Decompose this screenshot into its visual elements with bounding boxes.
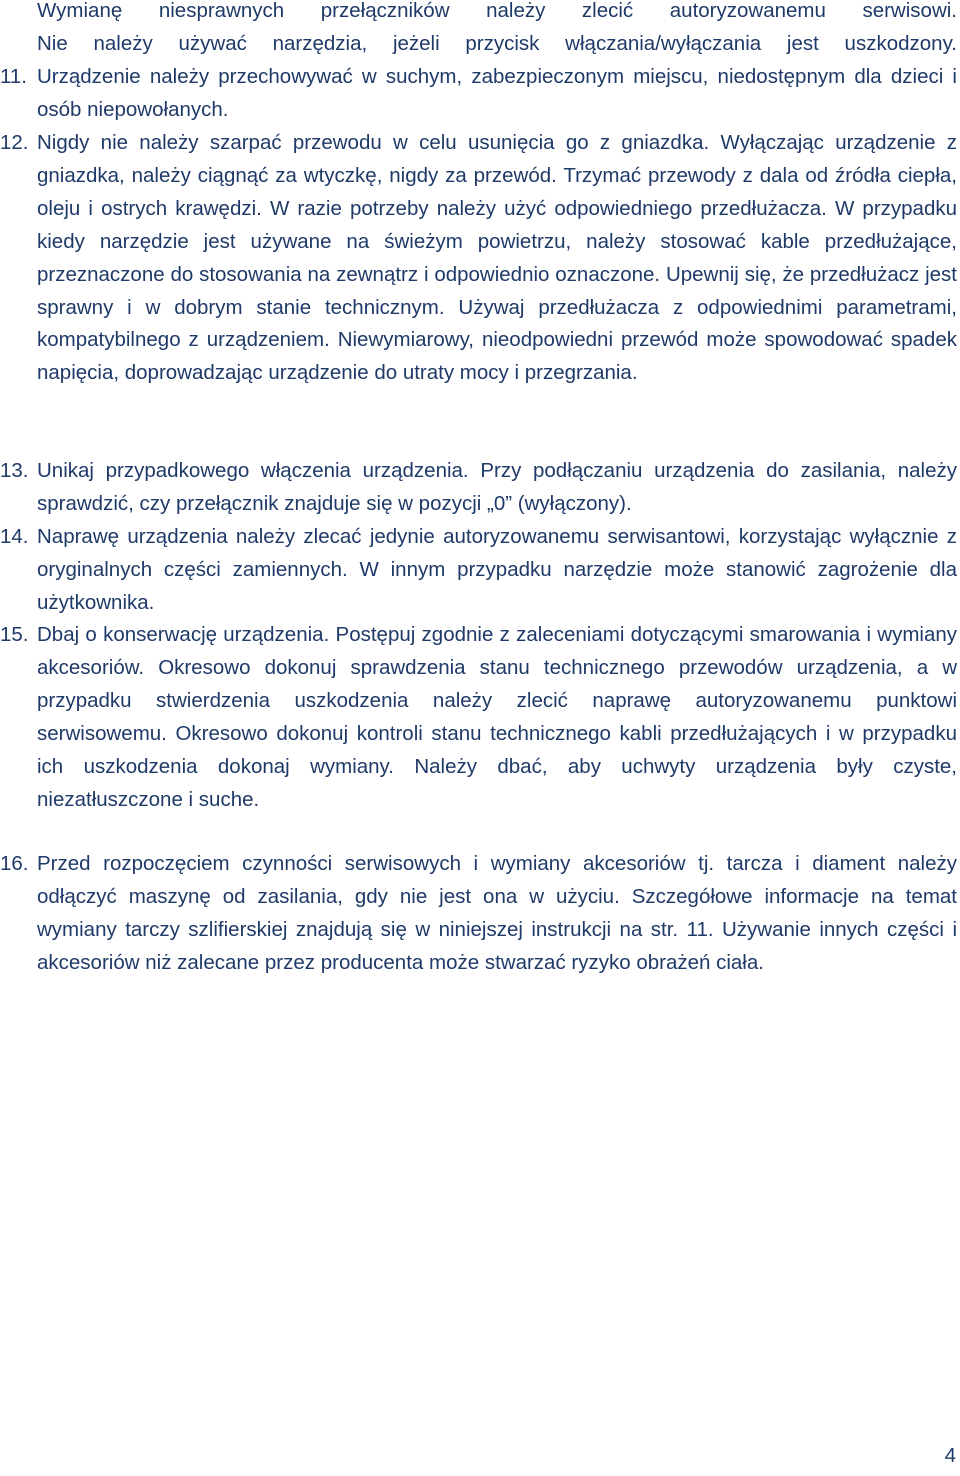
item-number: 14.: [0, 525, 29, 548]
item-text: Naprawę urządzenia należy zlecać jedynie autoryzowanemu serwisantowi, korzystając wyłącznie z oryginalnych części zamiennych. W innym przypadku narzędzie może stanowić zagrożenie dla użytkownika.: [37, 525, 957, 614]
intro-line-1: Wymianę niesprawnych przełączników należy zlecić autoryzowanemu serwisowi.: [37, 0, 957, 22]
item-number: 16.: [0, 852, 29, 875]
item-text: Nigdy nie należy szarpać przewodu w celu usunięcia go z gniazdka. Wyłączając urządzenie z gniazdka, należy ciągnąć za wtyczkę, nigdy za przewód. Trzymać przewody z dala od źródła ciepła, oleju i ostrych krawędzi. W razie potrzeby należy użyć odpowiedniego przedłużacza. W przypadku kiedy narzędzie jest używane na świeżym powietrzu, należy stosować kable przedłużające, przeznaczone do stosowania na zewnątrz i odpowiednio oznaczone. Upewnij się, że przedłużacz jest sprawny i w dobrym stanie technicznym. Używaj przedłużacza z odpowiednimi parametrami, kompatybilnego z urządzeniem. Niewymiarowy, nieodpowiedni przewód może spowodować spadek napięcia, doprowadzając urządzenie do utraty mocy i przegrzania.: [37, 131, 957, 385]
intro-line-2: Nie należy używać narzędzia, jeżeli przycisk włączania/wyłączania jest uszkodzony.: [37, 31, 957, 55]
item-number: 13.: [0, 459, 29, 482]
item-text: Dbaj o konserwację urządzenia. Postępuj zgodnie z zaleceniami dotyczącymi smarowania i wymiany akcesoriów. Okresowo dokonuj sprawdzenia stanu technicznego przewodów urządzenia, a w przypadku stwierdzenia uszkodzenia należy zlecić naprawę autoryzowanemu punktowi serwisowemu. Okresowo dokonuj kontroli stanu technicznego kabli przedłużających i w przypadku ich uszkodzenia dokonaj wymiany. Należy dbać, aby uchwyty urządzenia były czyste, niezatłuszczone i suche.: [37, 623, 957, 811]
page-number: 4: [944, 1444, 956, 1467]
item-text: Przed rozpoczęciem czynności serwisowych i wymiany akcesoriów tj. tarcza i diament należy odłączyć maszynę od zasilania, gdy nie jest ona w użyciu. Szczegółowe informacje na temat wymiany tarczy szlifierskiej znajdują się w niniejszej instrukcji na str. 11. Używanie innych części i akcesoriów niż zalecane przez producenta może stwarzać ryzyko obrażeń ciała.: [37, 852, 957, 974]
item-number: 12.: [0, 131, 29, 154]
item-text: Unikaj przypadkowego włączenia urządzenia. Przy podłączaniu urządzenia do zasilania, należy sprawdzić, czy przełącznik znajduje się w pozycji „0” (wyłączony).: [37, 459, 957, 515]
intro-paragraph: [37, 0, 957, 61]
item-number: 15.: [0, 623, 29, 646]
item-text: Urządzenie należy przechowywać w suchym, zabezpieczonym miejscu, niedostępnym dla dzieci i osób niepowołanych.: [37, 65, 957, 121]
item-number: 11.: [0, 65, 27, 88]
